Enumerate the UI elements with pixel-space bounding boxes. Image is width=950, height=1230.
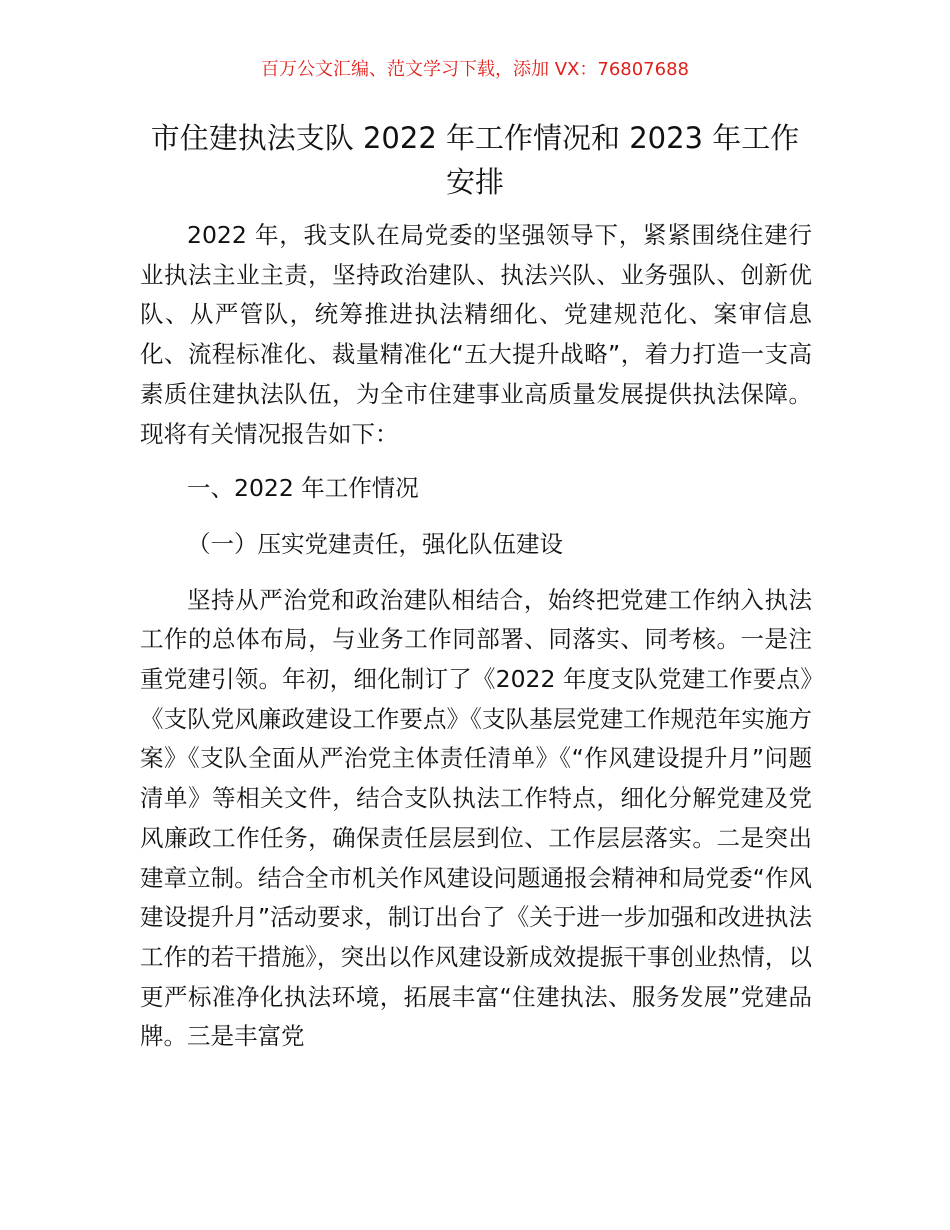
subsection-heading-1: （一）压实党建责任，强化队伍建设 — [187, 529, 563, 558]
section-heading-1: 一、2022 年工作情况 — [187, 474, 419, 503]
intro-paragraph: 2022 年，我支队在局党委的坚强领导下，紧紧围绕住建行业执法主业主责，坚持政治建队、执法兴队、业务强队、创新优队、从严管队，统筹推进执法精细化、党建规范化、案审信息化、流程标准化、裁量精准化“五大提升战略”，着力打造一支高素质住建执法队伍，为全市住建事业高质量发展提供执法保障。现将有关情况报告如下： — [140, 221, 812, 448]
header-watermark-note: 百万公文汇编、范文学习下载，添加 VX：76807688 — [261, 59, 689, 80]
document-body — [140, 216, 812, 1057]
document-title: 市住建执法支队 2022 年工作情况和 2023 年工作安排 — [150, 121, 800, 199]
subsection-1-paragraph: 坚持从严治党和政治建队相结合，始终把党建工作纳入执法工作的总体布局，与业务工作同部署、同落实、同考核。一是注重党建引领。年初，细化制订了《2022 年度支队党建工作要点》《支队党风廉政建设工作要点》《支队基层党建工作规范年实施方案》《支队全面从严治党主体责任清单》《“作风建设提升月”问题清单》等相关文件，结合支队执法工作特点，细化分解党建及党风廉政工作任务，确保责任层层到位、工作层层落实。二是突出建章立制。结合全市机关作风建设问题通报会精神和局党委“作风建设提升月”活动要求，制订出台了《关于进一步加强和改进执法工作的若干措施》，突出以作风建设新成效提振干事创业热情，以更严标准净化执法环境，拓展丰富“住建执法、服务发展”党建品牌。三是丰富党 — [140, 585, 812, 1051]
